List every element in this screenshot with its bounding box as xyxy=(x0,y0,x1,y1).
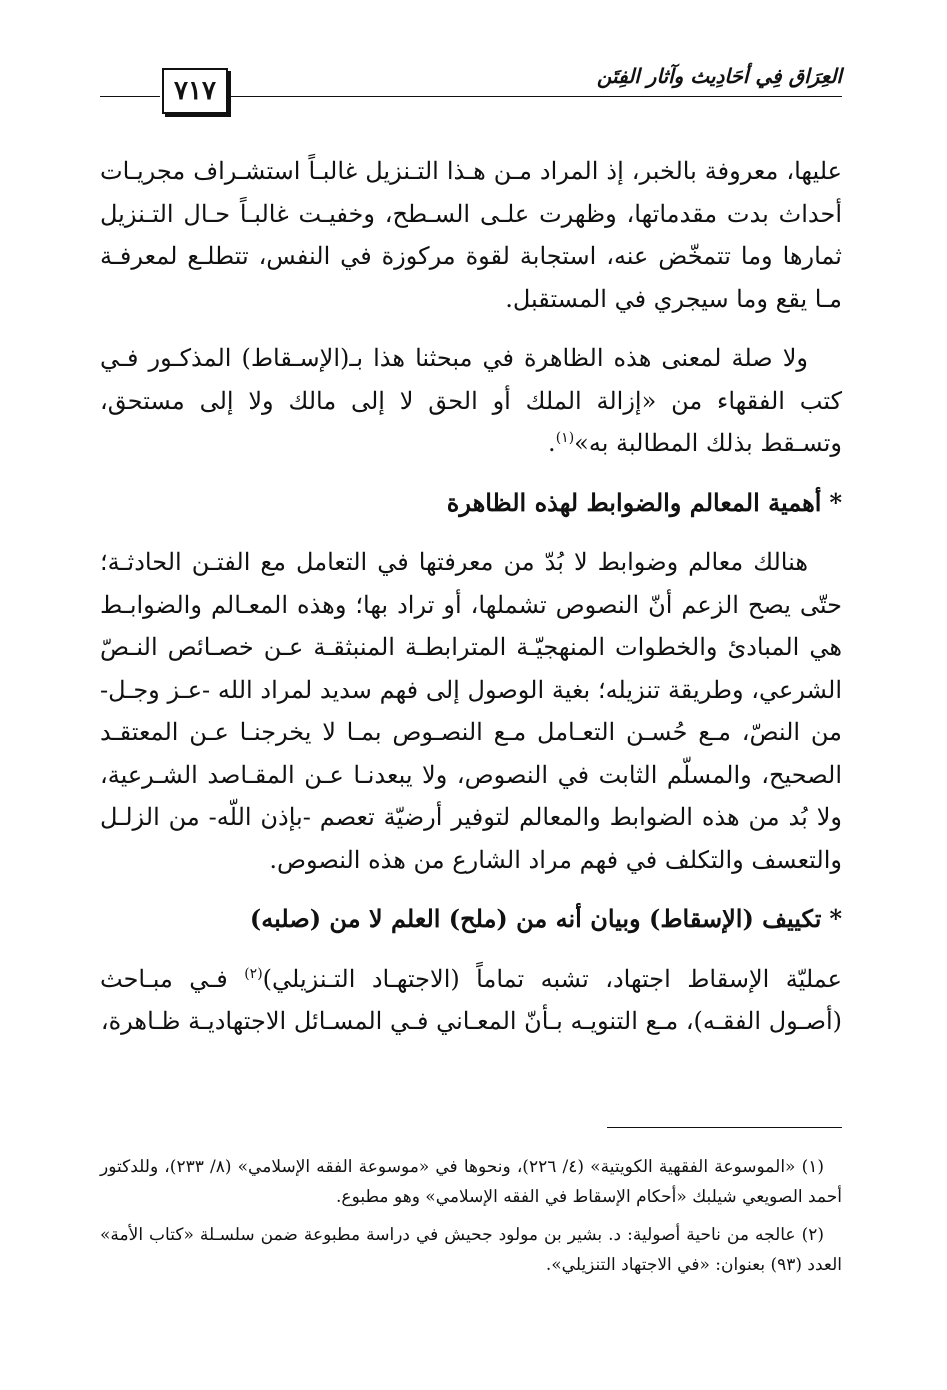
asterisk-icon: * xyxy=(829,487,842,517)
paragraph-4-rest: فـي مبـاحث (أصـول الفقـه)، مـع التنويـه بـأنّ المعـاني فـي المسـائل الاجتهاديـة ظـاهرة، xyxy=(100,964,842,1035)
header-rule-right xyxy=(228,96,842,97)
asterisk-icon: * xyxy=(829,904,842,933)
page-body xyxy=(100,150,842,1060)
footnote-ref-2[interactable]: (٢) xyxy=(244,965,263,982)
section-heading-2 xyxy=(100,898,842,941)
footnote-1: (١) «الموسوعة الفقهية الكويتية» (٤/ ٢٢٦)، ونحوها في «موسوعة الفقه الإسلامي» (٨/ ٢٣٣)، وللدكتور أحمد الصويعي شيلبك «أحكام الإسقاط في الفقه الإسلامي» وهو مطبوع. xyxy=(100,1157,842,1207)
footnotes xyxy=(100,1152,842,1288)
header-rule-left xyxy=(100,96,160,97)
paragraph-4-start: عمليّة الإسقاط اجتهاد، تشبه تماماً (الاجتهـاد التـنزيلي) xyxy=(262,964,842,993)
page-number: ٧١٧ xyxy=(162,68,228,114)
paragraph-1: عليها، معروفة بالخبر، إذ المراد مـن هـذا التـنزيل غالبـاً استشـراف مجريـات أحداث بدت مقدماتها، وظهرت علـى السـطح، وخفيـت غالبـاً حـال التـنزيل ثمارها وما تتمخّض عنه، استجابة لقوة مركوزة في النفس، تتطلـع لمعرفـة مـا يقع وما سيجري في المستقبل. xyxy=(100,157,843,313)
section-heading-2-text: تكييف (الإسقاط) وبيان أنه من (ملح) العلم لا من (صلبه) xyxy=(249,904,822,933)
footnote-ref-1[interactable]: (١) xyxy=(555,430,575,446)
section-heading-1-text: أهمية المعالم والضوابط لهذه الظاهرة xyxy=(446,487,822,517)
paragraph-3: هنالك معالم وضوابط لا بُدّ من معرفتها في التعامل مع الفتـن الحادثـة؛ حتّى يصح الزعم أنّ النصوص تشملها، أو تراد بها؛ وهذه المعـالم والضوابـط هي المبادئ والخطوات المنهجيّـة المترابطـة المنبثقـة عـن خصـائص النـصّ الشرعي، وطريقة تنزيله؛ بغية الوصول إلى فهم سديد لمراد الله -عـز وجـل- من النصّ، مـع حُسـن التعـامل مـع النصـوص بمـا لا يخرجنـا عـن المعتقـد الصحيح، والمسلّم الثابت في النصوص، ولا يبعدنـا عـن المقـاصد الشـرعية، ولا بُد من هذه الضوابط والمعالم لتوفير أرضيّة تعصم -بإذن اللّه- من الزلـل والتعسف والتكلف في فهم مراد الشارع من هذه النصوص. xyxy=(100,548,842,874)
paragraph-2-end: . xyxy=(548,429,556,457)
footnote-2: (٢) عالجه من ناحية أصولية: د. بشير بن مولود جحيش في دراسة مطبوعة ضمن سلسـلة «كتاب الأمة» العدد (٩٣) بعنوان: «في الاجتهاد التنزيلي». xyxy=(100,1225,842,1275)
running-title: العِرَاق فِي أحَادِيث وآثار الفِتَن xyxy=(596,64,842,88)
page-header xyxy=(100,58,842,108)
paragraph-2-text: ولا صلة لمعنى هذه الظاهرة في مبحثنا هذا بـ(الإسـقاط) المذكـور فـي كتب الفقهاء من «إزالة الملك أو الحق لا إلى مالك ولا إلى مستحق، وتسـقط بذلك المطالبة به» xyxy=(100,344,842,457)
section-heading-1 xyxy=(100,482,842,525)
paragraph-4 xyxy=(100,958,842,1043)
paragraph-2 xyxy=(100,337,842,465)
footnote-divider xyxy=(607,1127,842,1128)
